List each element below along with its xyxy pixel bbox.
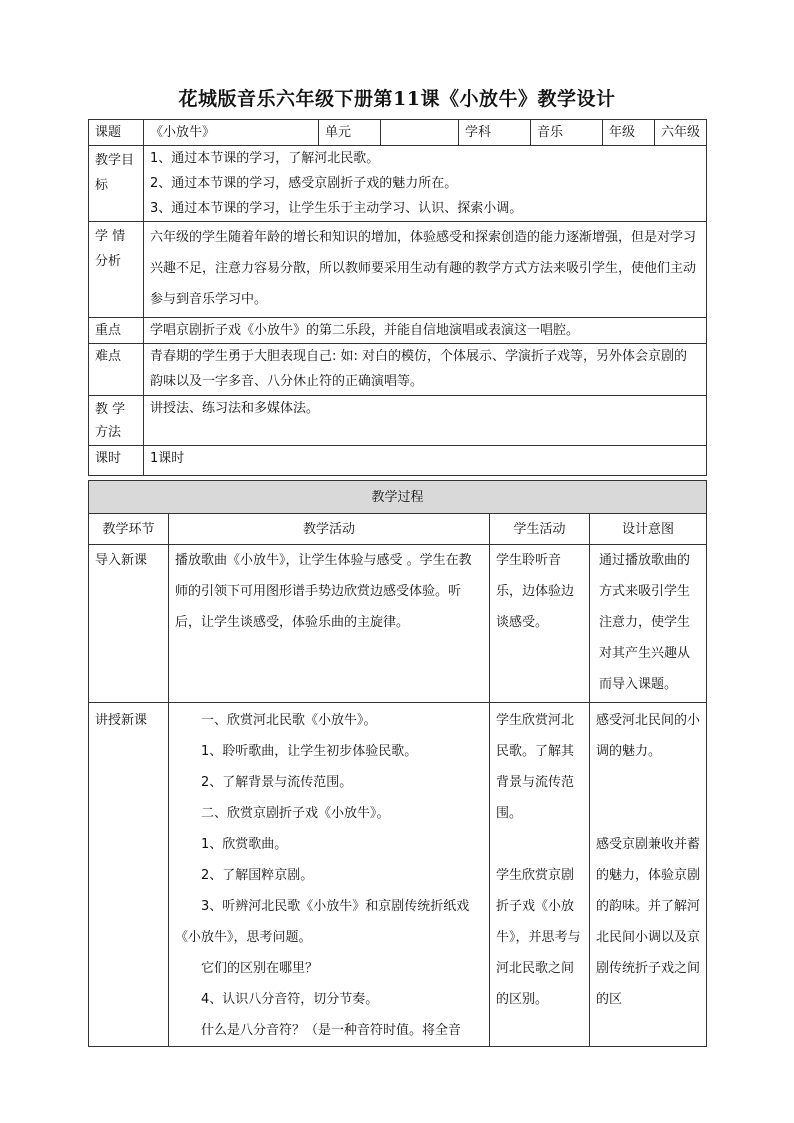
activity-line: 3、听辨河北民歌《小放牛》和京剧传统折纸戏《小放牛》，思考问题。 [175, 899, 470, 945]
activity-line: 2、了解背景与流传范围。 [201, 775, 353, 790]
topic-value: 《小放牛》 [144, 120, 319, 146]
process-header: 教学过程 [89, 481, 707, 514]
difficulty-row [89, 344, 707, 396]
process-header-row [89, 481, 707, 514]
goals-cell [144, 146, 707, 222]
stage-cell: 讲授新课 [89, 703, 169, 1047]
hours-row [89, 446, 707, 476]
activity-cell: 播放歌曲《小放牛》，让学生体验与感受 。学生在教师的引领下可用图形谱手势边欣赏边感受体验。听后，让学生谈感受，体验乐曲的主旋律。 [169, 545, 490, 703]
analysis-label: 学 情分析 [89, 222, 144, 318]
student-cell [490, 703, 590, 1047]
key-label: 重点 [89, 318, 144, 344]
grade-value: 六年级 [655, 120, 707, 146]
subject-label: 学科 [459, 120, 531, 146]
activity-line: 2、了解国粹京剧。 [201, 868, 314, 883]
teaching-row [89, 703, 707, 1047]
page-title: 花城版音乐六年级下册第11课《小放牛》教学设计 [178, 88, 616, 110]
intent-cell [590, 703, 707, 1047]
goal-item: 3、通过本节课的学习，让学生乐于主动学习、认识、探索小调。 [150, 201, 523, 216]
intro-row [89, 545, 707, 703]
activity-line: 1、聆听歌曲，让学生初步体验民歌。 [201, 744, 418, 759]
subject-value: 音乐 [531, 120, 603, 146]
goals-row [89, 146, 707, 222]
stage-cell: 导入新课 [89, 545, 169, 703]
difficulty-text: 青春期的学生勇于大胆表现自己: 如: 对白的模仿，个体展示、学演折子戏等，另外体会京剧的韵味以及一字多音、八分休止符的正确演唱等。 [144, 344, 707, 396]
student-text: 学生欣赏京剧折子戏《小放牛》，并思考与河北民歌之间的区别。 [496, 868, 581, 1007]
method-label: 教 学方法 [89, 396, 144, 446]
hours-text: 1课时 [144, 446, 707, 476]
activity-cell [169, 703, 490, 1047]
info-table [88, 119, 707, 476]
column-header: 教学环节 [89, 514, 169, 545]
process-table [88, 480, 707, 1047]
goal-item: 1、通过本节课的学习，了解河北民歌。 [150, 151, 380, 166]
student-cell: 学生聆听音乐，边体验边谈感受。 [490, 545, 590, 703]
activity-line: 1、欣赏歌曲。 [201, 837, 288, 852]
activity-line: 一、欣赏河北民歌《小放牛》。 [201, 713, 377, 728]
unit-label: 单元 [319, 120, 381, 146]
method-row [89, 396, 707, 446]
method-text: 讲授法、练习法和多媒体法。 [144, 396, 707, 446]
key-row [89, 318, 707, 344]
column-header: 教学活动 [169, 514, 490, 545]
hours-label: 课时 [89, 446, 144, 476]
difficulty-label: 难点 [89, 344, 144, 396]
intent-cell: 通过播放歌曲的方式来吸引学生注意力，使学生对其产生兴趣从而导入课题。 [590, 545, 707, 703]
analysis-row [89, 222, 707, 318]
activity-line: 什么是八分音符？（是一种音符时值。将全音 [201, 1023, 462, 1038]
column-header: 设计意图 [590, 514, 707, 545]
activity-line: 它们的区别在哪里？ [201, 961, 319, 976]
goal-item: 2、通过本节课的学习，感受京剧折子戏的魅力所在。 [150, 176, 458, 191]
topic-row [89, 120, 707, 146]
unit-value [381, 120, 459, 146]
column-header: 学生活动 [490, 514, 590, 545]
student-text: 学生欣赏河北民歌。了解其背景与流传范围。 [496, 713, 575, 821]
activity-line: 4、认识八分音符，切分节奏。 [201, 992, 379, 1007]
key-text: 学唱京剧折子戏《小放牛》的第二乐段，并能自信地演唱或表演这一唱腔。 [144, 318, 707, 344]
analysis-text: 六年级的学生随着年龄的增长和知识的增加，体验感受和探索创造的能力逐渐增强，但是对学习兴趣不足，注意力容易分散，所以教师要采用生动有趣的教学方式方法来吸引学生，使他们主动参与到音乐学习中。 [144, 222, 707, 318]
topic-label: 课题 [89, 120, 144, 146]
grade-label: 年级 [603, 120, 655, 146]
column-header-row [89, 514, 707, 545]
activity-line: 二、欣赏京剧折子戏《小放牛》。 [201, 806, 390, 821]
goals-label: 教学目标 [89, 146, 144, 222]
intent-text: 感受京剧兼收并蓄的魅力，体验京剧的韵味。并了解河北民间小调以及京剧传统折子戏之间的区 [596, 837, 701, 1007]
intent-text: 感受河北民间的小调的魅力。 [596, 713, 701, 759]
